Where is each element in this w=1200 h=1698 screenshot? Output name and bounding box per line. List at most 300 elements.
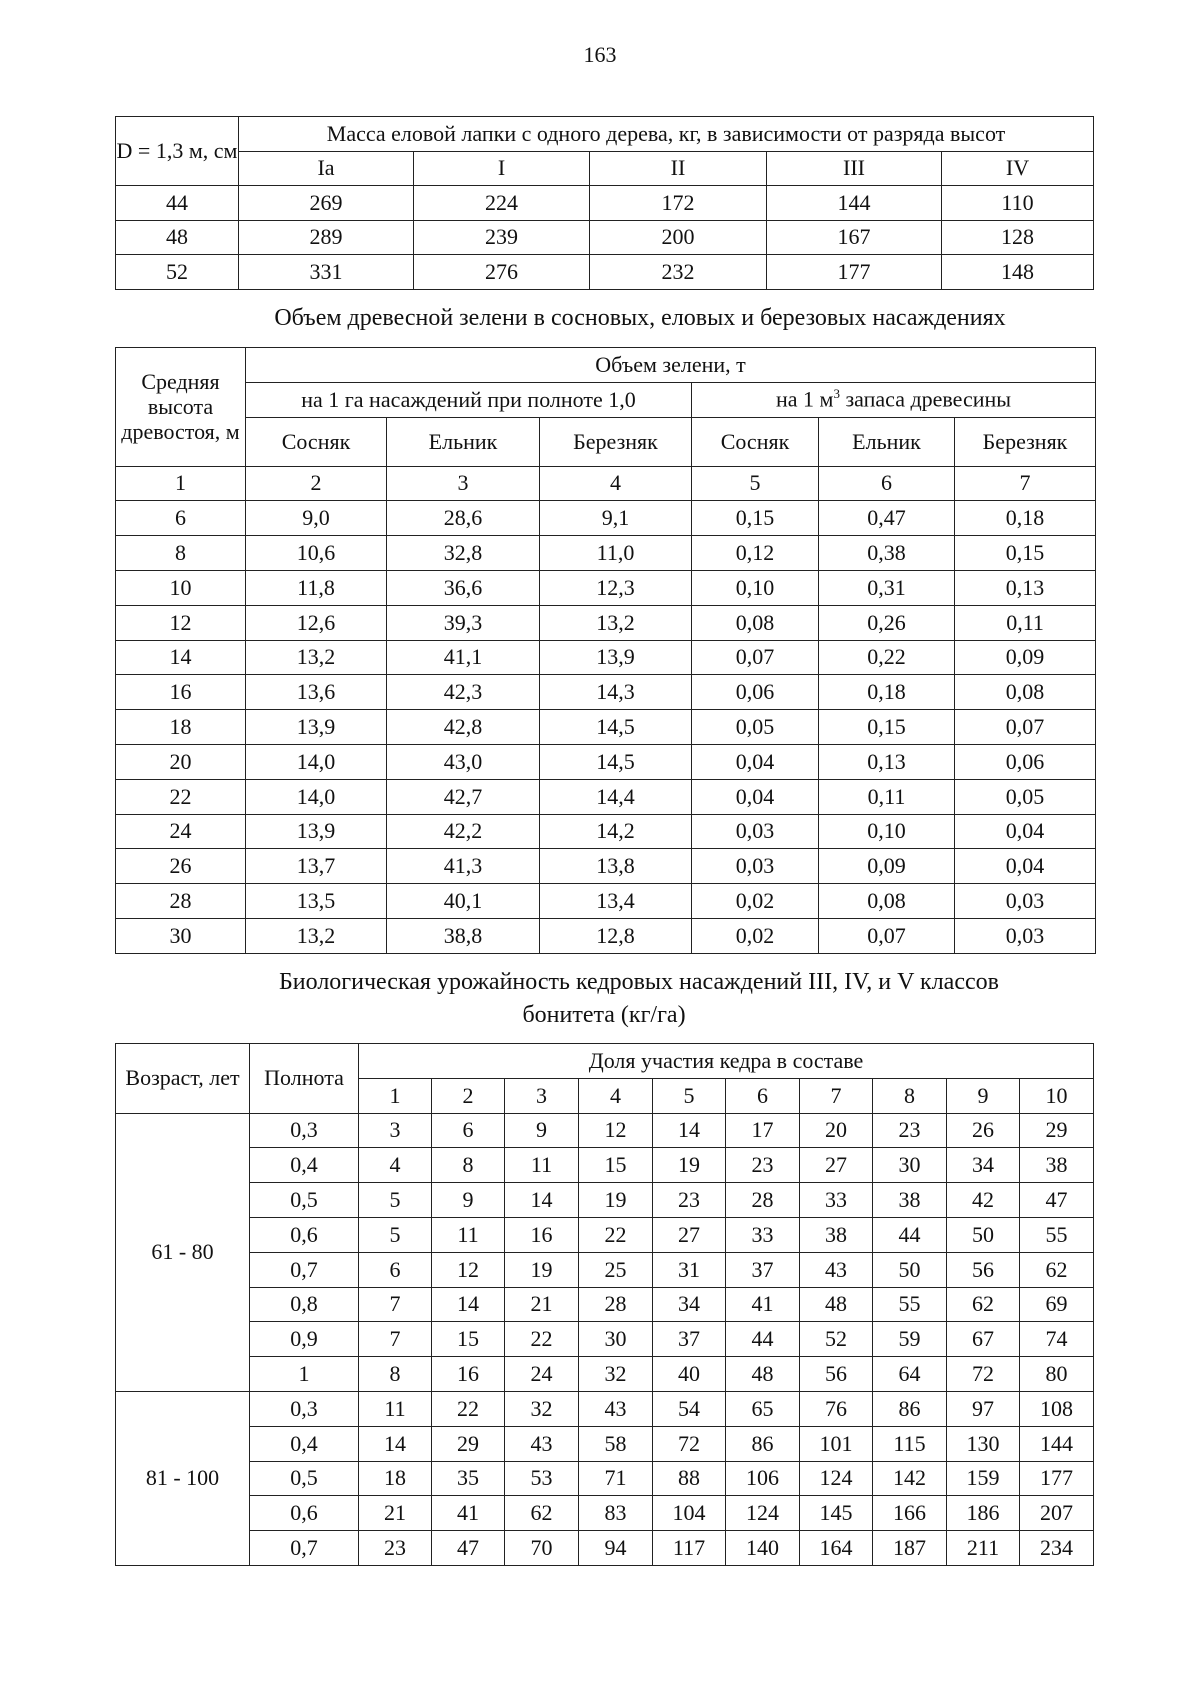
- volume-cell: 43,0: [387, 744, 540, 779]
- volume-cell: 0,04: [955, 849, 1096, 884]
- yield-cell: 9: [505, 1113, 579, 1148]
- volume-cell: 0,06: [955, 744, 1096, 779]
- yield-cell: 86: [726, 1426, 800, 1461]
- density-cell: 0,8: [250, 1287, 359, 1322]
- height-cell: 30: [116, 918, 246, 953]
- yield-cell: 186: [947, 1496, 1020, 1531]
- yield-cell: 104: [653, 1496, 726, 1531]
- yield-cell: 27: [653, 1217, 726, 1252]
- volume-cell: 13,2: [246, 918, 387, 953]
- volume-cell: 0,04: [955, 814, 1096, 849]
- yield-cell: 37: [726, 1252, 800, 1287]
- density-cell: 0,9: [250, 1322, 359, 1357]
- yield-cell: 25: [579, 1252, 653, 1287]
- volume-cell: 13,7: [246, 849, 387, 884]
- volume-cell: 14,5: [540, 710, 692, 745]
- table-row: [116, 220, 1094, 255]
- table-row: [116, 1287, 1094, 1322]
- density-cell: 0,5: [250, 1461, 359, 1496]
- mass-cell: 276: [414, 255, 590, 290]
- yield-cell: 19: [653, 1148, 726, 1183]
- height-cell: 26: [116, 849, 246, 884]
- volume-cell: 0,15: [692, 501, 819, 536]
- yield-cell: 52: [800, 1322, 873, 1357]
- yield-cell: 14: [432, 1287, 505, 1322]
- yield-cell: 27: [800, 1148, 873, 1183]
- yield-cell: 30: [579, 1322, 653, 1357]
- height-cell: 16: [116, 675, 246, 710]
- yield-cell: 62: [1020, 1252, 1094, 1287]
- volume-cell: 0,26: [819, 605, 955, 640]
- mass-cell: 148: [942, 255, 1094, 290]
- yield-cell: 5: [359, 1217, 432, 1252]
- species-header: Березняк: [955, 417, 1096, 466]
- yield-cell: 7: [359, 1322, 432, 1357]
- table-row: [116, 1113, 1094, 1148]
- table-row: [116, 814, 1096, 849]
- mass-cell: 289: [239, 220, 414, 255]
- volume-cell: 0,18: [955, 501, 1096, 536]
- yield-cell: 34: [653, 1287, 726, 1322]
- table-row: [116, 640, 1096, 675]
- mass-cell: 144: [767, 186, 942, 221]
- yield-cell: 28: [579, 1287, 653, 1322]
- yield-cell: 43: [579, 1391, 653, 1426]
- mass-cell: 167: [767, 220, 942, 255]
- yield-cell: 34: [947, 1148, 1020, 1183]
- height-cell: 28: [116, 884, 246, 919]
- table-row: [116, 744, 1096, 779]
- volume-cell: 0,13: [955, 570, 1096, 605]
- yield-cell: 124: [726, 1496, 800, 1531]
- yield-cell: 94: [579, 1531, 653, 1566]
- height-cell: 22: [116, 779, 246, 814]
- age-group-cell: 81 - 100: [116, 1391, 250, 1565]
- yield-cell: 23: [726, 1148, 800, 1183]
- table-row: [116, 1252, 1094, 1287]
- volume-cell: 0,10: [819, 814, 955, 849]
- yield-cell: 187: [873, 1531, 947, 1566]
- volume-cell: 13,2: [540, 605, 692, 640]
- yield-cell: 86: [873, 1391, 947, 1426]
- volume-cell: 14,2: [540, 814, 692, 849]
- volume-cell: 0,11: [819, 779, 955, 814]
- volume-cell: 0,07: [692, 640, 819, 675]
- yield-cell: 22: [432, 1391, 505, 1426]
- yield-cell: 38: [800, 1217, 873, 1252]
- volume-cell: 0,47: [819, 501, 955, 536]
- volume-cell: 0,07: [955, 710, 1096, 745]
- yield-cell: 48: [800, 1287, 873, 1322]
- yield-cell: 35: [432, 1461, 505, 1496]
- table-row: [116, 1391, 1094, 1426]
- volume-cell: 13,5: [246, 884, 387, 919]
- volume-cell: 0,03: [692, 814, 819, 849]
- column-number: 5: [692, 466, 819, 501]
- volume-cell: 0,05: [692, 710, 819, 745]
- mass-cell: 200: [590, 220, 767, 255]
- yield-cell: 26: [947, 1113, 1020, 1148]
- yield-cell: 130: [947, 1426, 1020, 1461]
- table-row: [116, 1183, 1094, 1218]
- yield-cell: 44: [873, 1217, 947, 1252]
- density-cell: 0,5: [250, 1183, 359, 1218]
- height-cell: 20: [116, 744, 246, 779]
- diameter-cell: 44: [116, 186, 239, 221]
- volume-cell: 13,9: [246, 710, 387, 745]
- yield-cell: 115: [873, 1426, 947, 1461]
- volume-cell: 14,0: [246, 779, 387, 814]
- volume-cell: 0,22: [819, 640, 955, 675]
- volume-cell: 9,0: [246, 501, 387, 536]
- yield-cell: 28: [726, 1183, 800, 1218]
- volume-cell: 14,5: [540, 744, 692, 779]
- share-header: Доля участия кедра в составе: [359, 1044, 1094, 1079]
- yield-cell: 23: [873, 1113, 947, 1148]
- yield-cell: 55: [1020, 1217, 1094, 1252]
- volume-cell: 42,2: [387, 814, 540, 849]
- yield-cell: 11: [359, 1391, 432, 1426]
- column-number: 4: [540, 466, 692, 501]
- table-row: [116, 675, 1096, 710]
- density-cell: 0,3: [250, 1113, 359, 1148]
- yield-cell: 6: [359, 1252, 432, 1287]
- share-column-header: 7: [800, 1078, 873, 1113]
- volume-cell: 0,08: [692, 605, 819, 640]
- table-row: [116, 605, 1096, 640]
- yield-cell: 71: [579, 1461, 653, 1496]
- yield-cell: 14: [505, 1183, 579, 1218]
- page-number: 163: [583, 42, 617, 67]
- density-cell: 0,4: [250, 1148, 359, 1183]
- volume-cell: 13,6: [246, 675, 387, 710]
- yield-cell: 124: [800, 1461, 873, 1496]
- yield-cell: 43: [505, 1426, 579, 1461]
- table-row: [116, 501, 1096, 536]
- volume-cell: 0,02: [692, 884, 819, 919]
- yield-cell: 108: [1020, 1391, 1094, 1426]
- height-cell: 24: [116, 814, 246, 849]
- mass-cell: 224: [414, 186, 590, 221]
- density-cell: 0,6: [250, 1496, 359, 1531]
- mass-cell: 269: [239, 186, 414, 221]
- species-header: Березняк: [540, 417, 692, 466]
- height-cell: 6: [116, 501, 246, 536]
- mass-cell: 177: [767, 255, 942, 290]
- height-cell: 18: [116, 710, 246, 745]
- volume-cell: 0,04: [692, 779, 819, 814]
- table-row: [116, 918, 1096, 953]
- mass-header: Масса еловой лапки с одного дерева, кг, в зависимости от разряда высот: [239, 117, 1094, 152]
- height-class-header: II: [590, 151, 767, 186]
- yield-cell: 19: [579, 1183, 653, 1218]
- volume-cell: 13,4: [540, 884, 692, 919]
- yield-cell: 7: [359, 1287, 432, 1322]
- spruce-branch-mass-table: [115, 116, 1094, 290]
- volume-cell: 0,08: [955, 675, 1096, 710]
- volume-cell: 12,6: [246, 605, 387, 640]
- volume-cell: 13,9: [540, 640, 692, 675]
- volume-cell: 0,08: [819, 884, 955, 919]
- species-header: Ельник: [387, 417, 540, 466]
- volume-cell: 41,3: [387, 849, 540, 884]
- density-header: Полнота: [250, 1044, 359, 1114]
- yield-cell: 54: [653, 1391, 726, 1426]
- height-cell: 14: [116, 640, 246, 675]
- yield-cell: 53: [505, 1461, 579, 1496]
- volume-cell: 0,38: [819, 536, 955, 571]
- yield-cell: 8: [432, 1148, 505, 1183]
- density-cell: 0,6: [250, 1217, 359, 1252]
- volume-cell: 12,3: [540, 570, 692, 605]
- mass-cell: 172: [590, 186, 767, 221]
- volume-cell: 14,3: [540, 675, 692, 710]
- volume-cell: 0,11: [955, 605, 1096, 640]
- volume-cell: 42,8: [387, 710, 540, 745]
- share-column-header: 3: [505, 1078, 579, 1113]
- yield-cell: 32: [505, 1391, 579, 1426]
- yield-cell: 65: [726, 1391, 800, 1426]
- yield-cell: 142: [873, 1461, 947, 1496]
- volume-cell: 28,6: [387, 501, 540, 536]
- density-cell: 0,7: [250, 1252, 359, 1287]
- table3-title: Биологическая урожайность кедровых насаждений III, IV, и V классов бонитета (кг/га): [279, 969, 999, 1028]
- volume-cell: 0,09: [955, 640, 1096, 675]
- volume-cell: 36,6: [387, 570, 540, 605]
- yield-cell: 38: [1020, 1148, 1094, 1183]
- volume-cell: 38,8: [387, 918, 540, 953]
- density-cell: 1: [250, 1357, 359, 1392]
- volume-cell: 0,15: [955, 536, 1096, 571]
- yield-cell: 20: [800, 1113, 873, 1148]
- volume-cell: 13,2: [246, 640, 387, 675]
- volume-cell: 0,06: [692, 675, 819, 710]
- height-header: Средняя высота древостоя, м: [116, 348, 246, 467]
- yield-cell: 159: [947, 1461, 1020, 1496]
- yield-cell: 72: [653, 1426, 726, 1461]
- table2-title: Объем древесной зелени в сосновых, еловых и березовых насаждениях: [274, 305, 1006, 331]
- yield-cell: 62: [505, 1496, 579, 1531]
- yield-cell: 97: [947, 1391, 1020, 1426]
- volume-cell: 0,18: [819, 675, 955, 710]
- yield-cell: 211: [947, 1531, 1020, 1566]
- per-hectare-header: на 1 га насаждений при полноте 1,0: [246, 382, 692, 417]
- mass-cell: 239: [414, 220, 590, 255]
- table-row: [116, 186, 1094, 221]
- species-header: Ельник: [819, 417, 955, 466]
- column-number: 3: [387, 466, 540, 501]
- column-number: 1: [116, 466, 246, 501]
- volume-cell: 0,12: [692, 536, 819, 571]
- table-row: [116, 1461, 1094, 1496]
- yield-cell: 166: [873, 1496, 947, 1531]
- volume-cell: 0,09: [819, 849, 955, 884]
- yield-cell: 11: [432, 1217, 505, 1252]
- density-cell: 0,4: [250, 1426, 359, 1461]
- table-row: [116, 570, 1096, 605]
- yield-cell: 64: [873, 1357, 947, 1392]
- yield-cell: 177: [1020, 1461, 1094, 1496]
- yield-cell: 83: [579, 1496, 653, 1531]
- volume-cell: 10,6: [246, 536, 387, 571]
- volume-cell: 0,03: [955, 918, 1096, 953]
- yield-cell: 62: [947, 1287, 1020, 1322]
- yield-cell: 12: [579, 1113, 653, 1148]
- yield-cell: 3: [359, 1113, 432, 1148]
- yield-cell: 50: [947, 1217, 1020, 1252]
- yield-cell: 72: [947, 1357, 1020, 1392]
- volume-cell: 0,15: [819, 710, 955, 745]
- yield-cell: 31: [653, 1252, 726, 1287]
- diameter-cell: 52: [116, 255, 239, 290]
- height-cell: 10: [116, 570, 246, 605]
- yield-cell: 47: [432, 1531, 505, 1566]
- yield-cell: 24: [505, 1357, 579, 1392]
- share-column-header: 1: [359, 1078, 432, 1113]
- mass-cell: 232: [590, 255, 767, 290]
- yield-cell: 23: [653, 1183, 726, 1218]
- table-row: [116, 255, 1094, 290]
- yield-cell: 48: [726, 1357, 800, 1392]
- yield-cell: 42: [947, 1183, 1020, 1218]
- volume-cell: 0,10: [692, 570, 819, 605]
- age-header: Возраст, лет: [116, 1044, 250, 1114]
- height-class-header: I: [414, 151, 590, 186]
- species-header: Сосняк: [246, 417, 387, 466]
- yield-cell: 101: [800, 1426, 873, 1461]
- height-class-header: Ia: [239, 151, 414, 186]
- volume-cell: 0,07: [819, 918, 955, 953]
- yield-cell: 69: [1020, 1287, 1094, 1322]
- yield-cell: 11: [505, 1148, 579, 1183]
- volume-cell: 11,0: [540, 536, 692, 571]
- yield-cell: 59: [873, 1322, 947, 1357]
- yield-cell: 41: [726, 1287, 800, 1322]
- yield-cell: 70: [505, 1531, 579, 1566]
- height-cell: 8: [116, 536, 246, 571]
- table-row: [116, 1531, 1094, 1566]
- yield-cell: 9: [432, 1183, 505, 1218]
- density-cell: 0,3: [250, 1391, 359, 1426]
- volume-cell: 42,7: [387, 779, 540, 814]
- yield-cell: 18: [359, 1461, 432, 1496]
- yield-cell: 16: [432, 1357, 505, 1392]
- per-m3-header: на 1 $м^3$ запаса древесины: [692, 382, 1096, 417]
- yield-cell: 14: [653, 1113, 726, 1148]
- yield-cell: 44: [726, 1322, 800, 1357]
- volume-cell: 14,4: [540, 779, 692, 814]
- height-cell: 12: [116, 605, 246, 640]
- yield-cell: 33: [800, 1183, 873, 1218]
- volume-cell: 0,31: [819, 570, 955, 605]
- volume-cell: 39,3: [387, 605, 540, 640]
- volume-cell: 40,1: [387, 884, 540, 919]
- table-row: [116, 884, 1096, 919]
- volume-cell: 0,13: [819, 744, 955, 779]
- yield-cell: 88: [653, 1461, 726, 1496]
- yield-cell: 55: [873, 1287, 947, 1322]
- table-row: [116, 1426, 1094, 1461]
- density-cell: 0,7: [250, 1531, 359, 1566]
- volume-cell: 0,03: [955, 884, 1096, 919]
- yield-cell: 140: [726, 1531, 800, 1566]
- yield-cell: 4: [359, 1148, 432, 1183]
- share-column-header: 8: [873, 1078, 947, 1113]
- volume-cell: 0,03: [692, 849, 819, 884]
- yield-cell: 14: [359, 1426, 432, 1461]
- diameter-cell: 48: [116, 220, 239, 255]
- volume-cell: 42,3: [387, 675, 540, 710]
- species-header: Сосняк: [692, 417, 819, 466]
- share-column-header: 6: [726, 1078, 800, 1113]
- table-row: [116, 1148, 1094, 1183]
- yield-cell: 106: [726, 1461, 800, 1496]
- yield-cell: 30: [873, 1148, 947, 1183]
- yield-cell: 117: [653, 1531, 726, 1566]
- yield-cell: 22: [505, 1322, 579, 1357]
- yield-cell: 21: [359, 1496, 432, 1531]
- mass-cell: 110: [942, 186, 1094, 221]
- yield-cell: 16: [505, 1217, 579, 1252]
- yield-cell: 43: [800, 1252, 873, 1287]
- yield-cell: 38: [873, 1183, 947, 1218]
- column-number: 6: [819, 466, 955, 501]
- yield-cell: 50: [873, 1252, 947, 1287]
- table-row: [116, 1357, 1094, 1392]
- table-row: [116, 536, 1096, 571]
- yield-cell: 8: [359, 1357, 432, 1392]
- age-group-cell: 61 - 80: [116, 1113, 250, 1391]
- volume-cell: 0,04: [692, 744, 819, 779]
- volume-cell: 13,9: [246, 814, 387, 849]
- yield-cell: 74: [1020, 1322, 1094, 1357]
- share-column-header: 5: [653, 1078, 726, 1113]
- table-row: [116, 1217, 1094, 1252]
- share-column-header: 10: [1020, 1078, 1094, 1113]
- share-column-header: 2: [432, 1078, 505, 1113]
- green-volume-table: [115, 347, 1096, 954]
- yield-cell: 29: [1020, 1113, 1094, 1148]
- yield-cell: 41: [432, 1496, 505, 1531]
- table-row: [116, 779, 1096, 814]
- yield-cell: 29: [432, 1426, 505, 1461]
- mass-cell: 128: [942, 220, 1094, 255]
- column-number: 7: [955, 466, 1096, 501]
- yield-cell: 15: [432, 1322, 505, 1357]
- yield-cell: 207: [1020, 1496, 1094, 1531]
- table-row: [116, 710, 1096, 745]
- share-column-header: 4: [579, 1078, 653, 1113]
- volume-cell: 12,8: [540, 918, 692, 953]
- table-row: [116, 1496, 1094, 1531]
- yield-cell: 15: [579, 1148, 653, 1183]
- volume-cell: 9,1: [540, 501, 692, 536]
- yield-cell: 144: [1020, 1426, 1094, 1461]
- mass-cell: 331: [239, 255, 414, 290]
- yield-cell: 56: [800, 1357, 873, 1392]
- volume-cell: 0,05: [955, 779, 1096, 814]
- yield-cell: 58: [579, 1426, 653, 1461]
- yield-cell: 67: [947, 1322, 1020, 1357]
- yield-cell: 5: [359, 1183, 432, 1218]
- yield-cell: 56: [947, 1252, 1020, 1287]
- volume-cell: 13,8: [540, 849, 692, 884]
- yield-cell: 32: [579, 1357, 653, 1392]
- yield-cell: 6: [432, 1113, 505, 1148]
- yield-cell: 164: [800, 1531, 873, 1566]
- yield-cell: 47: [1020, 1183, 1094, 1218]
- volume-cell: 41,1: [387, 640, 540, 675]
